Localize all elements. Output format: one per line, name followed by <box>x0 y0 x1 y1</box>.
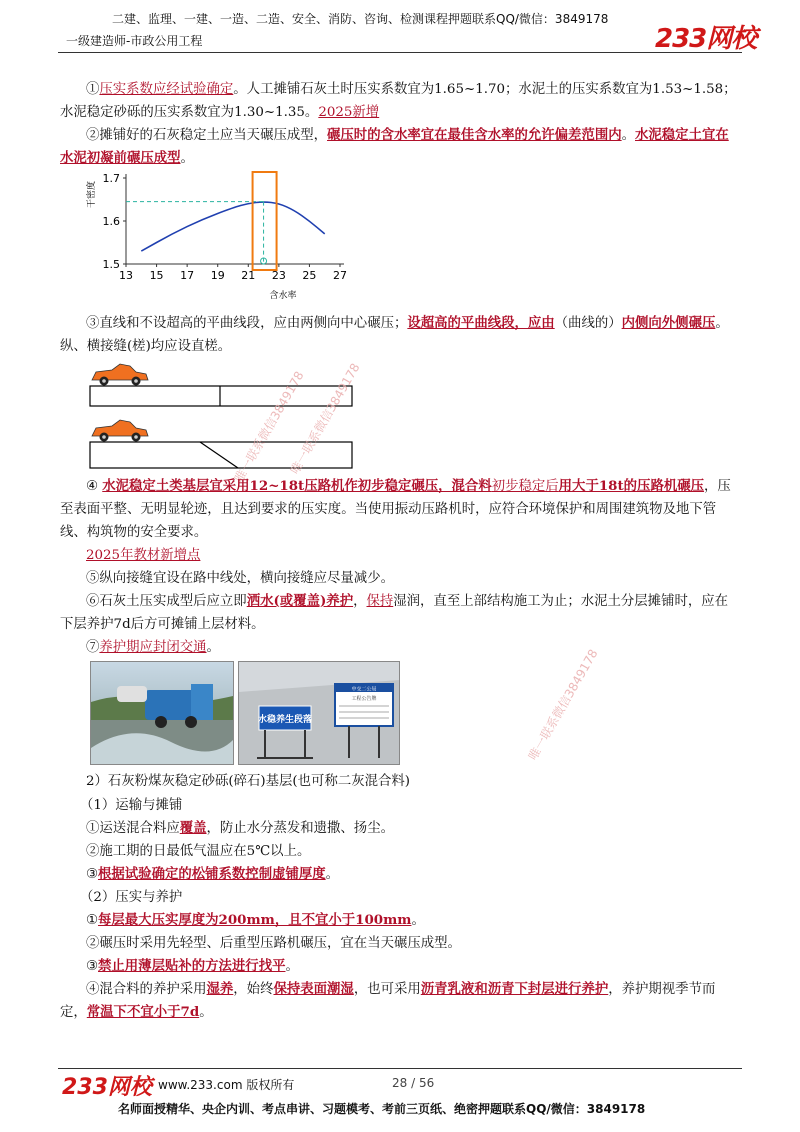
x-tick-label: 17 <box>180 269 195 282</box>
paragraph-cover: ①运送混合料应覆盖，防止水分蒸发和遗撒、扬尘。 <box>86 820 394 836</box>
x-tick-label: 19 <box>210 269 225 282</box>
highlight-box <box>253 172 277 270</box>
paragraph-no-patching: ③禁止用薄层贴补的方法进行找平。 <box>86 958 299 974</box>
car-icon <box>92 420 148 442</box>
header-logo: 233网校 <box>655 24 757 54</box>
board-subtitle: 工程公告牌 <box>351 696 377 702</box>
header-ad: 二建、监理、一建、一造、二造、安全、消防、咨询、检测课程押题联系QQ/微信：3849178 <box>112 12 609 26</box>
subsection-compaction: （2）压实与养护 <box>80 890 183 905</box>
footer-site[interactable]: www.233.com 版权所有 <box>158 1078 295 1092</box>
paragraph-close-traffic: ⑦养护期应封闭交通。 <box>86 640 220 655</box>
paragraph-roller-order: ②碾压时采用先轻型、后重型压路机碾压，宜在当天碾压成型。 <box>86 936 461 951</box>
y-tick-label: 1.6 <box>102 215 120 228</box>
page-number: 28 / 56 <box>392 1076 435 1090</box>
watermark: 唯一联系微信3849178 <box>287 360 363 477</box>
slanted-joint <box>200 442 238 468</box>
x-tick-label: 13 <box>119 269 133 282</box>
slab-top <box>90 386 352 406</box>
section-heading-2: 2）石灰粉煤灰稳定砂砾(碎石)基层(也可称二灰混合料) <box>86 774 411 789</box>
chart-ylabel: 干密度 <box>87 180 97 208</box>
watermark: 唯一联系微信3849178 <box>525 646 601 763</box>
curing-sign-text: 水稳养生段落 <box>257 715 313 725</box>
compaction-chart <box>78 168 368 308</box>
y-tick-label: 1.7 <box>102 172 120 185</box>
water-truck-photo <box>90 661 234 765</box>
paragraph-joints: ⑤纵向接缝宜设在路中线处，横向接缝应尽量减少。 <box>86 571 394 586</box>
header-subtitle: 一级建造师-市政公用工程 <box>66 34 203 48</box>
paragraph-layer-thickness: ①每层最大压实厚度为200mm，且不宜小于100mm。 <box>86 912 425 928</box>
x-tick-label: 27 <box>333 269 347 282</box>
board-title: 中交二公局 <box>351 686 377 693</box>
compaction-curve <box>141 202 324 251</box>
paragraph-curing: ⑥石灰土压实成型后应立即洒水(或覆盖)养护，保持湿润，直至上部结构施工为止；水泥土分层摊铺时，应在下层养护7d后方可摊铺上层材料。 <box>60 593 729 632</box>
x-tick-label: 21 <box>241 269 256 282</box>
paragraph-cement-rolling: ④ 水泥稳定土类基层宜采用12~18t压路机作初步稳定碾压，混合料初步稳定后用大于18t的压路机碾压，压至表面平整、无明显轮迹，且达到要求的压实度。当使用振动压路机时，应符合环境保护和周围建筑物及地下管线、构筑物的安全要求。 <box>60 478 731 540</box>
paragraph-mix-curing: ④混合料的养护采用湿养，始终保持表面潮湿，也可采用沥青乳液和沥青下封层进行养护，养护期视季节而定，常温下不宜小于7d。 <box>60 981 716 1020</box>
subsection-transport: （1）运输与摊铺 <box>80 798 183 813</box>
paragraph-temperature: ②施工期的日最低气温应在5℃以上。 <box>86 844 311 859</box>
footer-logo: 233网校 <box>62 1075 152 1100</box>
car-icon <box>92 364 148 386</box>
y-tick-label: 1.5 <box>102 258 120 271</box>
paragraph-loose-thickness: ③根据试验确定的松铺系数控制虚铺厚度。 <box>86 866 340 882</box>
footer-ad: 名师面授精华、央企内训、考点串讲、习题模考、考前三页纸、绝密押题联系QQ/微信：3849178 <box>118 1102 646 1116</box>
x-tick-label: 15 <box>149 269 164 282</box>
header-divider <box>58 52 742 53</box>
paragraph-rolling: ②摊铺好的石灰稳定土应当天碾压成型，碾压时的含水率宜在最佳含水率的允许偏差范围内。水泥稳定土宜在水泥初凝前碾压成型。 <box>60 127 729 166</box>
watermark: 唯一联系微信3849178 <box>231 368 307 485</box>
paragraph-compaction-coefficient: ①压实系数应经试验确定。人工摊铺石灰土时压实系数宜为1.65~1.70；水泥土的压实系数宜为1.53~1.58；水泥稳定砂砾的压实系数宜为1.30~1.35。2025新增 <box>60 82 737 120</box>
curing-sign-photo <box>238 661 400 765</box>
paragraph-curve-rolling: ③直线和不设超高的平曲线段，应由两侧向中心碾压；设超高的平曲线段，应由（曲线的）内侧向外侧碾压。纵、横接缝(槎)均应设直槎。 <box>60 315 729 354</box>
x-tick-label: 25 <box>302 269 317 282</box>
footer-divider <box>58 1068 742 1069</box>
new-point-2025: 2025年教材新增点 <box>86 548 201 563</box>
x-tick-label: 23 <box>271 269 286 282</box>
chart-xlabel: 含水率 <box>269 291 297 301</box>
